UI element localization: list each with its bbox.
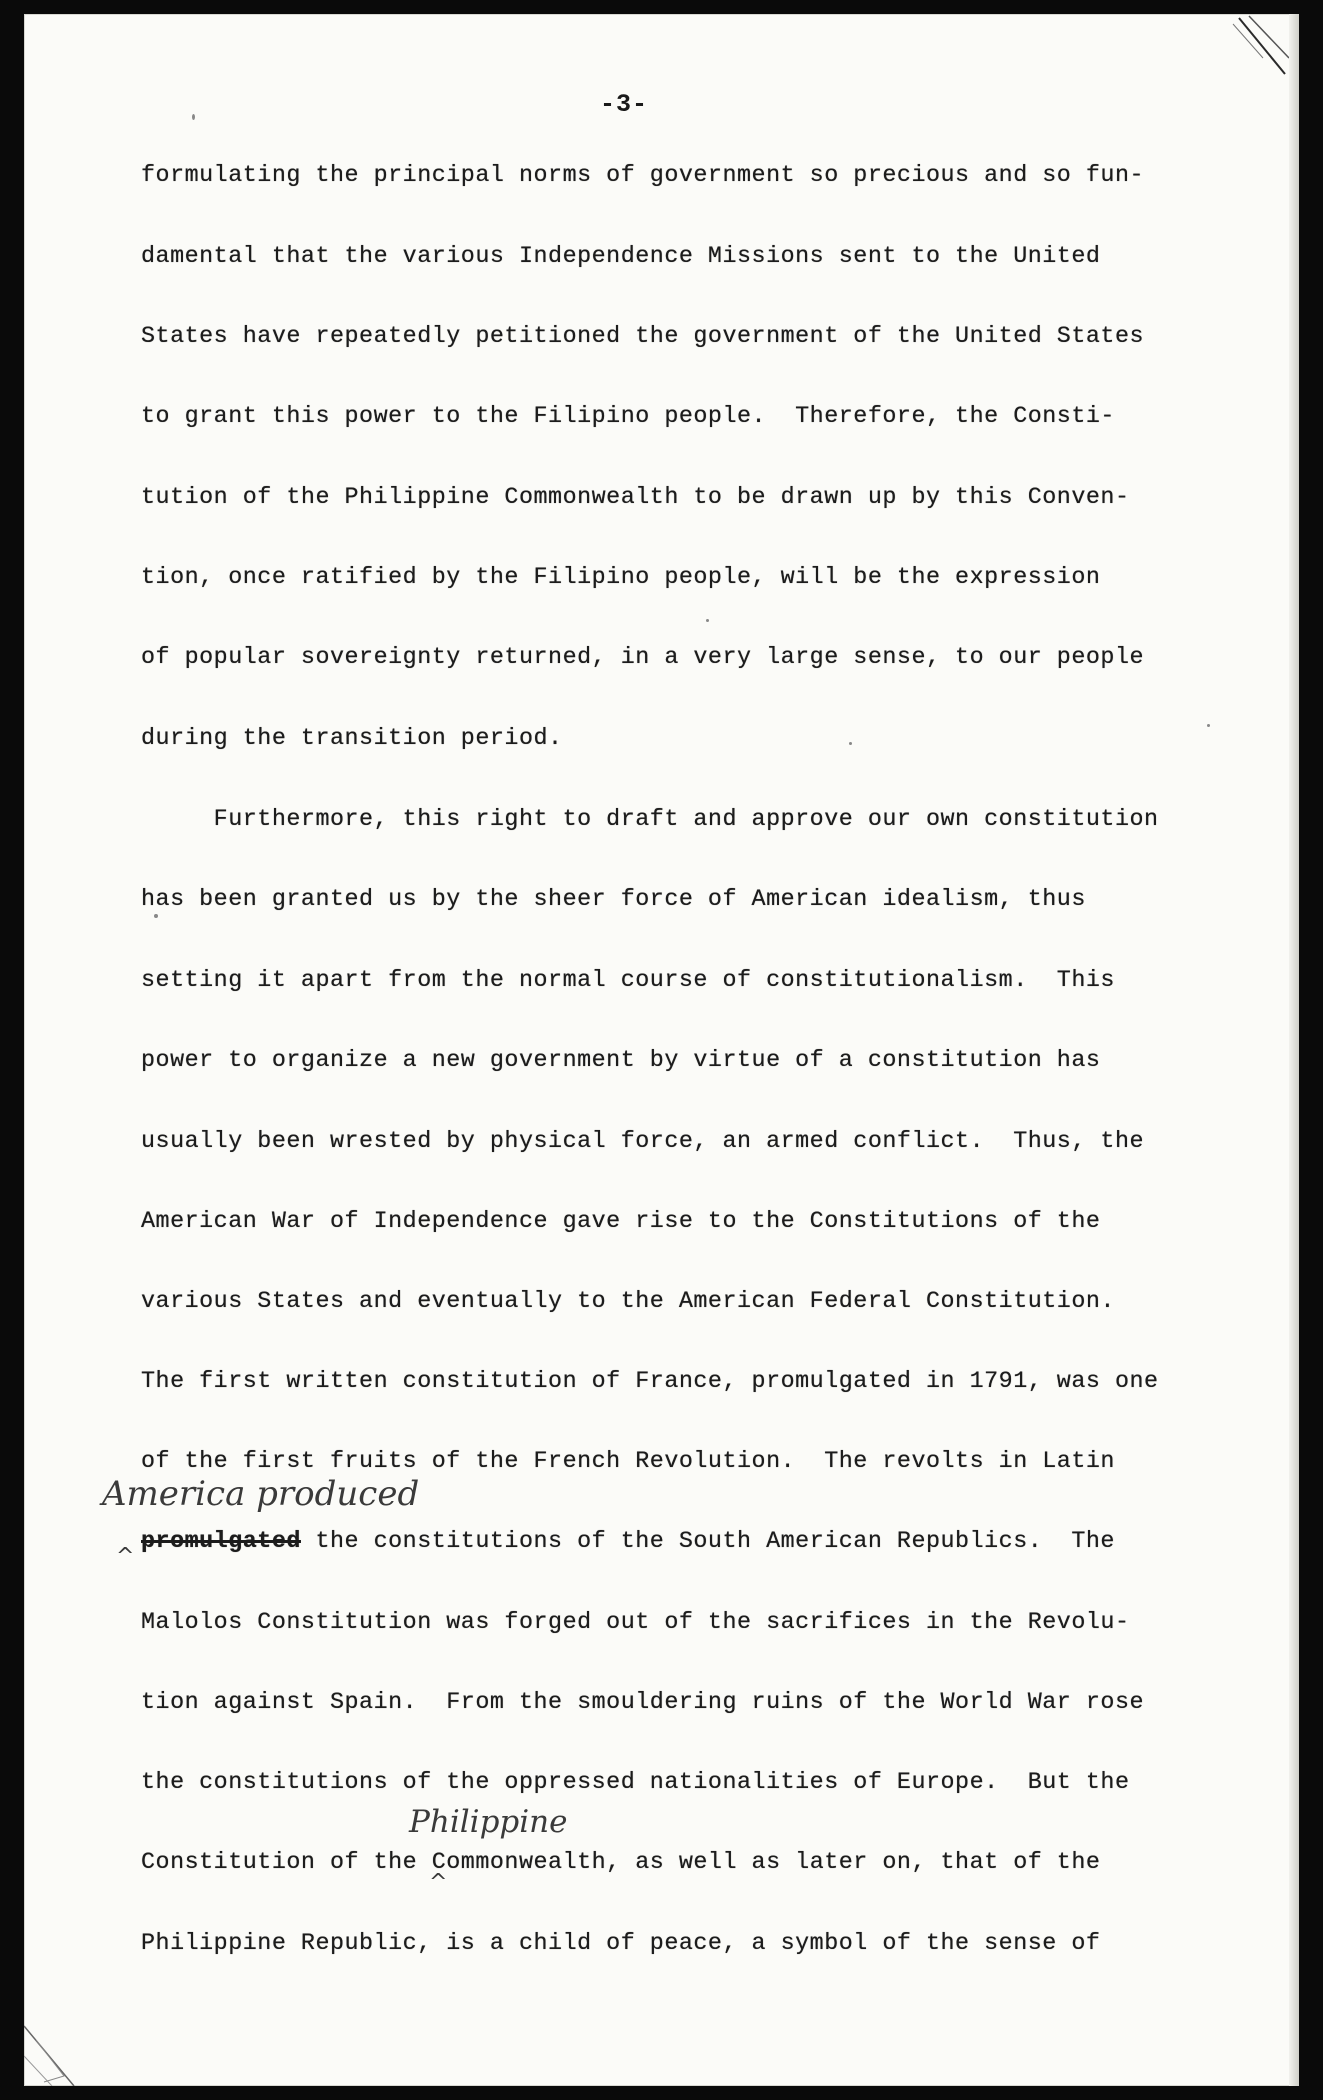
text-line: the constitutions of the oppressed nationalities of Europe. But the (141, 1770, 1130, 1796)
text-line: various States and eventually to the American Federal Constitution. (141, 1289, 1115, 1315)
text-line: The first written constitution of France, promulgated in 1791, was one (141, 1369, 1159, 1395)
paper-speck (1207, 724, 1210, 727)
text-line: of popular sovereignty returned, in a very large sense, to our people (141, 645, 1145, 671)
paragraph-start-line: Furthermore, this right to draft and approve our own constitution (141, 807, 1159, 833)
insertion-caret: ^ (429, 1870, 448, 1895)
handwritten-insertion-america-produced: America produced (102, 1474, 420, 1514)
text-line: American War of Independence gave rise to the Constitutions of the (141, 1209, 1101, 1235)
text-line: to grant this power to the Filipino people. Therefore, the Consti- (141, 404, 1115, 430)
insertion-caret: ^ (116, 1544, 135, 1569)
text-line: usually been wrested by physical force, an armed conflict. Thus, the (141, 1129, 1145, 1155)
text-line: tion, once ratified by the Filipino people, will be the expression (141, 565, 1101, 591)
paper-speck (849, 742, 852, 745)
text-line: damental that the various Independence Missions sent to the United (141, 244, 1101, 270)
text-line: of the first fruits of the French Revolution. The revolts in Latin (141, 1449, 1115, 1475)
text-line: tion against Spain. From the smouldering ruins of the World War rose (141, 1690, 1145, 1716)
document-page (24, 14, 1299, 2086)
torn-corner-mark (24, 1986, 114, 2086)
text-line: Philippine Republic, is a child of peace, a symbol of the sense of (141, 1931, 1101, 1957)
page-number: -3- (599, 90, 648, 119)
line-start: Constitution of the (141, 1850, 432, 1876)
text-line: Malolos Constitution was forged out of the sacrifices in the Revolu- (141, 1610, 1130, 1636)
text-line: tution of the Philippine Commonwealth to be drawn up by this Conven- (141, 485, 1130, 511)
handwritten-insertion-philippine: Philippine (409, 1804, 568, 1840)
paper-speck (154, 914, 158, 918)
paper-speck (192, 114, 195, 120)
line-end: Commonwealth, as well as later on, that of the (431, 1850, 1101, 1876)
text-line: States have repeatedly petitioned the government of the United States (141, 324, 1145, 350)
text-line-with-strikethrough (141, 1531, 1115, 1554)
folded-corner-mark (1229, 14, 1293, 84)
text-line: setting it apart from the normal course of constitutionalism. This (141, 968, 1115, 994)
paper-edge-shadow (1289, 14, 1299, 2086)
text-line: has been granted us by the sheer force of American idealism, thus (141, 887, 1086, 913)
paper-speck (706, 619, 709, 622)
text-line: during the transition period. (141, 726, 563, 752)
line-remainder: the constitutions of the South American Republics. The (300, 1529, 1115, 1555)
text-line-with-insertion (141, 1852, 1100, 1875)
struck-word: promulgated (141, 1529, 301, 1555)
text-line: power to organize a new government by virtue of a constitution has (141, 1048, 1101, 1074)
text-line: formulating the principal norms of government so precious and so fun- (141, 163, 1145, 189)
